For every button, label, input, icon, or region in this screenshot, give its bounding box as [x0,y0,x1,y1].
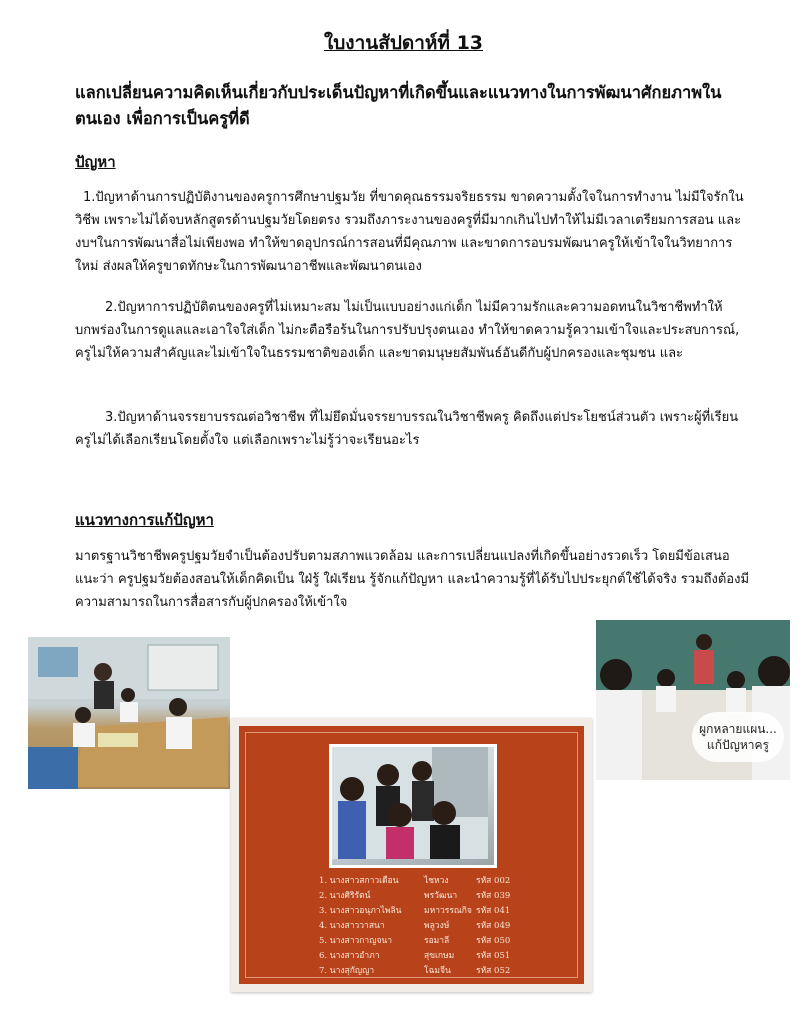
member-surname: รอมาลี [424,936,450,946]
member-name: 7. นางสุกัญญา [319,966,375,976]
solutions-paragraph: มาตรฐานวิชาชีพครูปฐมวัยจำเป็นต้องปรับตามสภาพแวดล้อม และการเปลี่ยนแปลงที่เกิดขึ้นอย่างรวดเร็ว โดยมีข้อเสนอแนะว่า ครูปฐมวัยต้องสอนให้เด็กคิดเป็น ใฝ่รู้ ใฝ่เรียน รู้จักแก้ปัญหา และนำความรู้ที่ได้รับไปประยุกต์ใช้ได้จริง รวมถึงต้องมีความสามารถในการสื่อสารกับผู้ปกครองให้เข้าใจ [75,549,750,610]
problem-paragraph-1: 1.ปัญหาด้านการปฏิบัติงานของครูการศึกษาปฐมวัย ที่ขาดคุณธรรมจริยธรรม ขาดความตั้งใจในการทำงาน ไม่มีใจรักในวิชีพ เพราะไม่ได้จบหลักสูตรด้านปฐมวัยโดยตรง รวมถึงภาระงานของครูที่มีมากเกินไปทำให้ไม่มีเวลาเตรียมการสอน และงบฯในการพัฒนาสื่อไม่เพียงพอ ทำให้ขาดอุปกรณ์การสอนที่มีคุณภาพ และขาดการอบรมพัฒนาครูให้เข้าใจในวิทยาการใหม่ ส่งผลให้ครูขาดทักษะในการพัฒนาอาชีพและพัฒนาตนเอง [75,190,744,274]
lecture-photo [596,620,790,780]
member-surname: พรวัฒนา [424,891,458,901]
member-name: 5. นางสาวกาญจนา [319,936,393,946]
solutions-heading: แนวทางการแก้ปัญหา [75,511,214,529]
member-name: 1. นางสาวสกาวเดือน [319,876,399,886]
member-name: 2. นางศิริรัตน์ [319,891,371,901]
problems-heading: ปัญหา [75,153,116,171]
worksheet-subtitle: แลกเปลี่ยนความคิดเห็นเกี่ยวกับประเด็นปัญหาที่เกิดขึ้นและแนวทางในการพัฒนาศักยภาพในตนเอง เพื่อการเป็นครูที่ดี [75,83,722,128]
member-id: รหัส 049 [476,921,511,931]
member-row [319,919,549,934]
member-row [319,949,549,964]
member-id: รหัส 052 [476,966,511,976]
caption-line-2: แก้ปัญหาครู [707,738,769,752]
member-id: รหัส 051 [476,951,511,961]
classroom-illustration [28,637,230,789]
member-surname: สุขเกษม [424,951,455,961]
member-row [319,889,549,904]
page-title: ใบงานสัปดาห์ที่ 13 [323,32,484,54]
member-list [319,874,549,979]
member-row [319,964,549,979]
member-surname: ไชหวง [424,876,449,886]
caption-line-1: ผูกหลายแผน... [699,722,777,736]
member-id: รหัส 002 [476,876,511,886]
member-surname: มหาวรรณกิจ [424,906,472,916]
member-id: รหัส 041 [476,906,511,916]
member-row [319,874,549,889]
group-photo [329,744,497,868]
problem-paragraph-2: 2.ปัญหาการปฏิบัติตนของครูที่ไม่เหมาะสม ไม่เป็นแบบอย่างแก่เด็ก ไม่มีความรักและความอดทนในวิชาชีพทำให้บกพร่องในการดูแลและเอาใจใส่เด็ก ไม่กะตือรือร้นในการปรับปรุงตนเอง ทำให้ขาดความรู้ความเข้าใจและประสบการณ์, ครูไม่ให้ความสำคัญและไม่เข้าใจในธรรมชาติของเด็ก และขาดมนุษยสัมพันธ์อันดีกับผู้ปกครองและชุมชน และ [75,300,740,361]
member-name: 3. นางสาวอนุภาไพลิน [319,906,402,916]
group-card [231,718,592,992]
member-id: รหัส 050 [476,936,511,946]
member-id: รหัส 039 [476,891,511,901]
problem-paragraph-3: 3.ปัญหาด้านจรรยาบรรณต่อวิชาชีพ ที่ไม่ยึดมั่นจรรยาบรรณในวิชาชีพครู คิดถึงแต่ประโยชน์ส่วนตัว เพราะผู้ที่เรียนครูไม่ได้เลือกเรียนโดยตั้งใจ แต่เลือกเพราะไม่รู้ว่าจะเรียนอะไร [75,410,739,448]
caption-bubble [692,712,784,762]
member-surname: พลูวงษ์ [424,921,450,931]
member-name: 6. นางสาวอำภา [319,951,380,961]
member-surname: โฉมจีน [424,966,451,976]
classroom-photo [28,637,230,789]
member-row [319,904,549,919]
member-name: 4. นางสาววาสนา [319,921,385,931]
group-illustration [332,747,488,859]
member-row [319,934,549,949]
